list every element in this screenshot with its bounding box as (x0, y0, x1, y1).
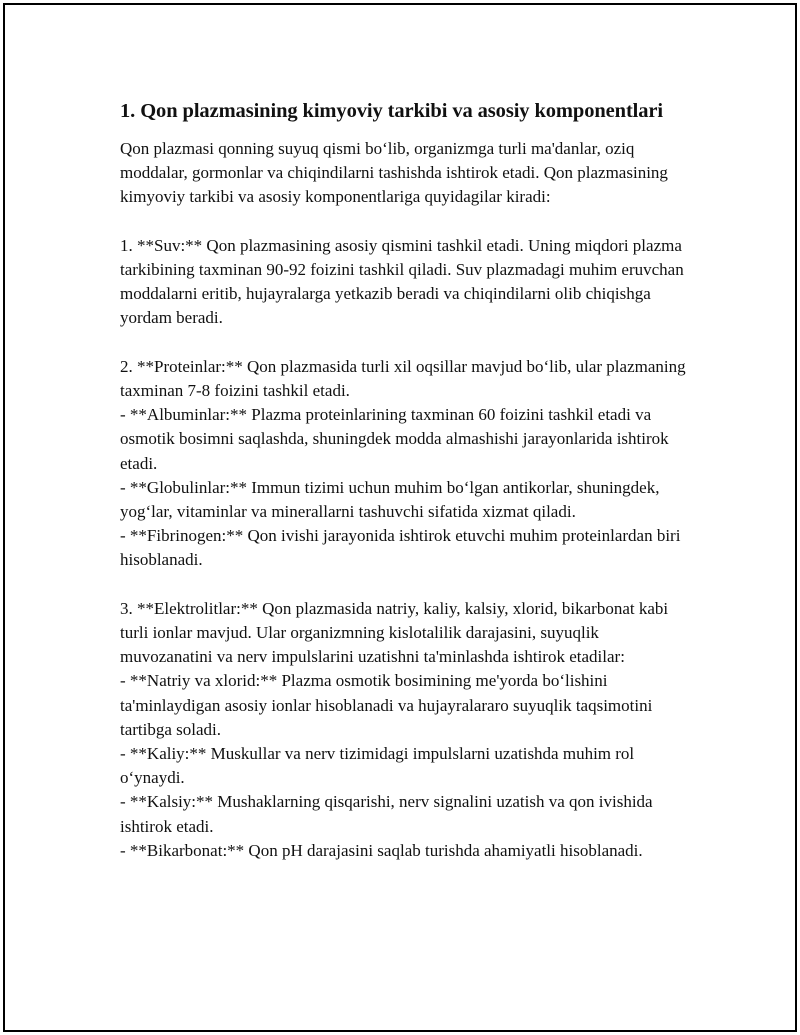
electrolytes-section: 3. **Elektrolitlar:** Qon plazmasida natriy, kaliy, kalsiy, xlorid, bikarbonat kabi turli ionlar mavjud. Ular organizmning kislotalilik darajasini, suyuqlik muvozanatini va nerv impulslarini uzatishni ta'minlashda ishtirok etadilar: - **Natriy va xlorid:** Plazma osmotik bosimining me'yorda bo‘lishini ta'minlaydigan asosiy ionlar hisoblanadi va hujayralararo suyuqlik taqsimotini tartibga soladi. - **Kaliy:** Muskullar va nerv tizimidagi impulslarni uzatishda muhim rol o‘ynaydi. - **Kalsiy:** Mushaklarning qisqarishi, nerv signalini uzatish va qon ivishida ishtirok etadi. - **Bikarbonat:** Qon pH darajasini saqlab turishda ahamiyatli hisoblanadi. (120, 598, 669, 860)
paragraph-spacer (120, 573, 695, 597)
paragraph-spacer (120, 331, 695, 355)
document-body (120, 97, 695, 863)
intro-paragraph: Qon plazmasi qonning suyuq qismi bo‘lib, organizmga turli ma'danlar, oziq moddalar, gormonlar va chiqindilarni tashishda ishtirok etadi. Qon plazmasining kimyoviy tarkibi va asosiy komponentlariga quyidagilar kiradi: (120, 139, 668, 207)
water-section: 1. **Suv:** Qon plazmasining asosiy qismini tashkil etadi. Uning miqdori plazma tarkibining taxminan 90-92 foizini tashkil qiladi. Suv plazmadagi muhim eruvchan moddalarni eritib, hujayralarga yetkazib beradi va chiqindilarni olib chiqishga yordam beradi. (120, 235, 684, 328)
proteins-section: 2. **Proteinlar:** Qon plazmasida turli xil oqsillar mavjud bo‘lib, ular plazmaning taxminan 7-8 foizini tashkil etadi. - **Albuminlar:** Plazma proteinlarining taxminan 60 foizini tashkil etadi va osmotik bosimni saqlashda, shuningdek modda almashishi jarayonlarida ishtirok etadi. - **Globulinlar:** Immun tizimi uchun muhim bo‘lgan antikorlar, shuningdek, yog‘lar, vitaminlar va minerallarni tashuvchi sifatida xizmat qiladi. - **Fibrinogen:** Qon ivishi jarayonida ishtirok etuvchi muhim proteinlardan biri hisoblanadi. (120, 356, 686, 570)
document-title: 1. Qon plazmasining kimyoviy tarkibi va asosiy komponentlari (120, 100, 664, 122)
paragraph-spacer (120, 210, 695, 234)
document-page (3, 3, 797, 1032)
